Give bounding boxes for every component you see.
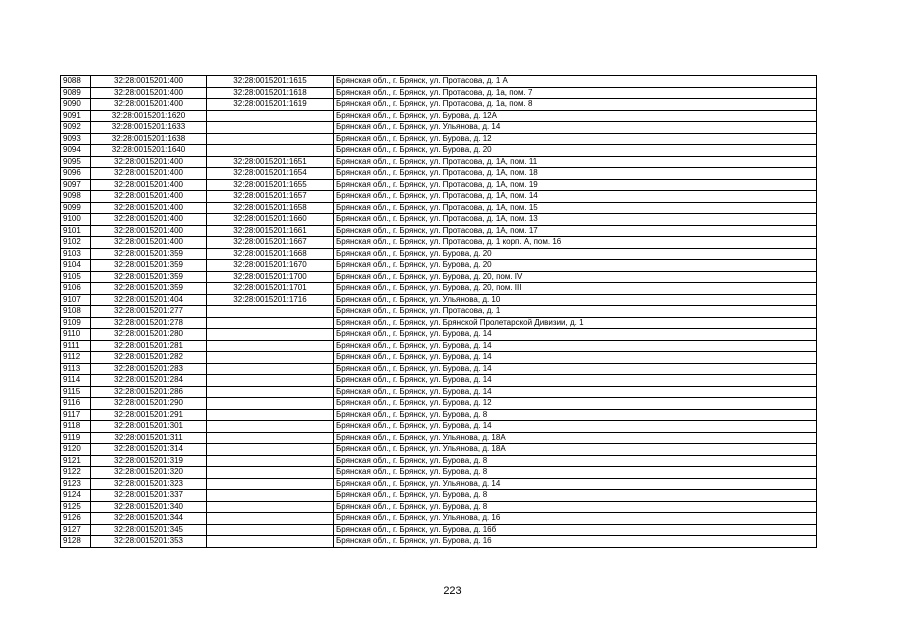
parent-cadastral-number-cell: 32:28:0015201:314 [91, 444, 207, 456]
parent-cadastral-number-cell: 32:28:0015201:282 [91, 352, 207, 364]
table-row [61, 432, 817, 444]
address-cell: Брянская обл., г. Брянск, ул. Бурова, д. 8 [334, 455, 817, 467]
parent-cadastral-number-cell: 32:28:0015201:345 [91, 524, 207, 536]
row-number-cell: 9102 [61, 237, 91, 249]
parent-cadastral-number-cell: 32:28:0015201:290 [91, 398, 207, 410]
cadastral-number-cell [207, 110, 334, 122]
address-cell: Брянская обл., г. Брянск, ул. Бурова, д. 8 [334, 501, 817, 513]
address-cell: Брянская обл., г. Брянск, ул. Бурова, д. 8 [334, 490, 817, 502]
table-row [61, 398, 817, 410]
parent-cadastral-number-cell: 32:28:0015201:359 [91, 260, 207, 272]
table-row [61, 87, 817, 99]
address-cell: Брянская обл., г. Брянск, ул. Протасова, д. 1а, пом. 7 [334, 87, 817, 99]
cadastral-number-cell: 32:28:0015201:1651 [207, 156, 334, 168]
registry-table-body [61, 76, 817, 548]
parent-cadastral-number-cell: 32:28:0015201:337 [91, 490, 207, 502]
row-number-cell: 9118 [61, 421, 91, 433]
table-row [61, 329, 817, 341]
row-number-cell: 9103 [61, 248, 91, 260]
row-number-cell: 9121 [61, 455, 91, 467]
table-row [61, 110, 817, 122]
row-number-cell: 9096 [61, 168, 91, 180]
row-number-cell: 9097 [61, 179, 91, 191]
address-cell: Брянская обл., г. Брянск, ул. Бурова, д. 14 [334, 363, 817, 375]
table-row [61, 444, 817, 456]
parent-cadastral-number-cell: 32:28:0015201:400 [91, 225, 207, 237]
parent-cadastral-number-cell: 32:28:0015201:319 [91, 455, 207, 467]
cadastral-number-cell: 32:28:0015201:1619 [207, 99, 334, 111]
cadastral-number-cell [207, 145, 334, 157]
cadastral-number-cell: 32:28:0015201:1670 [207, 260, 334, 272]
parent-cadastral-number-cell: 32:28:0015201:400 [91, 76, 207, 88]
parent-cadastral-number-cell: 32:28:0015201:286 [91, 386, 207, 398]
cadastral-number-cell [207, 455, 334, 467]
row-number-cell: 9100 [61, 214, 91, 226]
cadastral-number-cell [207, 122, 334, 134]
cadastral-number-cell [207, 501, 334, 513]
table-row [61, 340, 817, 352]
cadastral-number-cell: 32:28:0015201:1657 [207, 191, 334, 203]
table-row [61, 363, 817, 375]
table-row [61, 248, 817, 260]
table-row [61, 76, 817, 88]
row-number-cell: 9115 [61, 386, 91, 398]
cadastral-number-cell [207, 306, 334, 318]
table-row [61, 467, 817, 479]
parent-cadastral-number-cell: 32:28:0015201:1620 [91, 110, 207, 122]
address-cell: Брянская обл., г. Брянск, ул. Ульянова, д. 18А [334, 432, 817, 444]
cadastral-number-cell: 32:28:0015201:1700 [207, 271, 334, 283]
table-row [61, 202, 817, 214]
parent-cadastral-number-cell: 32:28:0015201:359 [91, 248, 207, 260]
cadastral-number-cell: 32:28:0015201:1716 [207, 294, 334, 306]
table-row [61, 524, 817, 536]
cadastral-number-cell: 32:28:0015201:1668 [207, 248, 334, 260]
address-cell: Брянская обл., г. Брянск, ул. Бурова, д. 12А [334, 110, 817, 122]
parent-cadastral-number-cell: 32:28:0015201:344 [91, 513, 207, 525]
row-number-cell: 9127 [61, 524, 91, 536]
address-cell: Брянская обл., г. Брянск, ул. Ульянова, д. 18А [334, 444, 817, 456]
row-number-cell: 9090 [61, 99, 91, 111]
address-cell: Брянская обл., г. Брянск, ул. Ульянова, д. 14 [334, 478, 817, 490]
row-number-cell: 9117 [61, 409, 91, 421]
table-row [61, 501, 817, 513]
row-number-cell: 9110 [61, 329, 91, 341]
parent-cadastral-number-cell: 32:28:0015201:1633 [91, 122, 207, 134]
cadastral-number-cell: 32:28:0015201:1661 [207, 225, 334, 237]
table-row [61, 122, 817, 134]
table-row [61, 455, 817, 467]
parent-cadastral-number-cell: 32:28:0015201:400 [91, 156, 207, 168]
address-cell: Брянская обл., г. Брянск, ул. Бурова, д. 12 [334, 398, 817, 410]
row-number-cell: 9108 [61, 306, 91, 318]
address-cell: Брянская обл., г. Брянск, ул. Бурова, д. 8 [334, 467, 817, 479]
table-row [61, 168, 817, 180]
parent-cadastral-number-cell: 32:28:0015201:1638 [91, 133, 207, 145]
row-number-cell: 9124 [61, 490, 91, 502]
parent-cadastral-number-cell: 32:28:0015201:400 [91, 179, 207, 191]
address-cell: Брянская обл., г. Брянск, ул. Бурова, д. 16 [334, 536, 817, 548]
table-row [61, 478, 817, 490]
row-number-cell: 9089 [61, 87, 91, 99]
cadastral-number-cell: 32:28:0015201:1701 [207, 283, 334, 295]
row-number-cell: 9125 [61, 501, 91, 513]
cadastral-number-cell [207, 490, 334, 502]
parent-cadastral-number-cell: 32:28:0015201:400 [91, 214, 207, 226]
parent-cadastral-number-cell: 32:28:0015201:400 [91, 99, 207, 111]
cadastral-number-cell [207, 513, 334, 525]
cadastral-number-cell [207, 363, 334, 375]
row-number-cell: 9119 [61, 432, 91, 444]
cadastral-number-cell [207, 386, 334, 398]
row-number-cell: 9114 [61, 375, 91, 387]
parent-cadastral-number-cell: 32:28:0015201:284 [91, 375, 207, 387]
address-cell: Брянская обл., г. Брянск, ул. Протасова, д. 1А, пом. 15 [334, 202, 817, 214]
table-row [61, 409, 817, 421]
row-number-cell: 9111 [61, 340, 91, 352]
cadastral-number-cell [207, 536, 334, 548]
parent-cadastral-number-cell: 32:28:0015201:281 [91, 340, 207, 352]
address-cell: Брянская обл., г. Брянск, ул. Бурова, д. 16б [334, 524, 817, 536]
cadastral-number-cell [207, 133, 334, 145]
parent-cadastral-number-cell: 32:28:0015201:280 [91, 329, 207, 341]
row-number-cell: 9122 [61, 467, 91, 479]
cadastral-number-cell [207, 421, 334, 433]
parent-cadastral-number-cell: 32:28:0015201:340 [91, 501, 207, 513]
parent-cadastral-number-cell: 32:28:0015201:291 [91, 409, 207, 421]
parent-cadastral-number-cell: 32:28:0015201:400 [91, 191, 207, 203]
address-cell: Брянская обл., г. Брянск, ул. Бурова, д. 14 [334, 375, 817, 387]
address-cell: Брянская обл., г. Брянск, ул. Протасова, д. 1А, пом. 14 [334, 191, 817, 203]
row-number-cell: 9128 [61, 536, 91, 548]
row-number-cell: 9088 [61, 76, 91, 88]
address-cell: Брянская обл., г. Брянск, ул. Брянской Пролетарской Дивизии, д. 1 [334, 317, 817, 329]
row-number-cell: 9112 [61, 352, 91, 364]
row-number-cell: 9120 [61, 444, 91, 456]
parent-cadastral-number-cell: 32:28:0015201:359 [91, 283, 207, 295]
cadastral-number-cell [207, 524, 334, 536]
parent-cadastral-number-cell: 32:28:0015201:359 [91, 271, 207, 283]
address-cell: Брянская обл., г. Брянск, ул. Протасова, д. 1 корп. А, пом. 16 [334, 237, 817, 249]
address-cell: Брянская обл., г. Брянск, ул. Протасова, д. 1 А [334, 76, 817, 88]
table-row [61, 99, 817, 111]
parent-cadastral-number-cell: 32:28:0015201:283 [91, 363, 207, 375]
cadastral-number-cell [207, 467, 334, 479]
table-row [61, 317, 817, 329]
row-number-cell: 9098 [61, 191, 91, 203]
row-number-cell: 9123 [61, 478, 91, 490]
address-cell: Брянская обл., г. Брянск, ул. Бурова, д. 14 [334, 386, 817, 398]
parent-cadastral-number-cell: 32:28:0015201:400 [91, 202, 207, 214]
address-cell: Брянская обл., г. Брянск, ул. Протасова, д. 1А, пом. 17 [334, 225, 817, 237]
table-row [61, 133, 817, 145]
cadastral-number-cell [207, 444, 334, 456]
table-row [61, 513, 817, 525]
address-cell: Брянская обл., г. Брянск, ул. Бурова, д. 8 [334, 409, 817, 421]
address-cell: Брянская обл., г. Брянск, ул. Бурова, д. 14 [334, 421, 817, 433]
parent-cadastral-number-cell: 32:28:0015201:1640 [91, 145, 207, 157]
parent-cadastral-number-cell: 32:28:0015201:400 [91, 87, 207, 99]
row-number-cell: 9116 [61, 398, 91, 410]
address-cell: Брянская обл., г. Брянск, ул. Бурова, д. 14 [334, 340, 817, 352]
cadastral-number-cell [207, 409, 334, 421]
table-row [61, 271, 817, 283]
row-number-cell: 9104 [61, 260, 91, 272]
cadastral-number-cell: 32:28:0015201:1615 [207, 76, 334, 88]
address-cell: Брянская обл., г. Брянск, ул. Бурова, д. 20 [334, 248, 817, 260]
table-row [61, 156, 817, 168]
cadastral-number-cell [207, 398, 334, 410]
cadastral-number-cell: 32:28:0015201:1654 [207, 168, 334, 180]
table-row [61, 421, 817, 433]
row-number-cell: 9105 [61, 271, 91, 283]
cadastral-number-cell [207, 340, 334, 352]
table-row [61, 260, 817, 272]
table-row [61, 214, 817, 226]
row-number-cell: 9091 [61, 110, 91, 122]
address-cell: Брянская обл., г. Брянск, ул. Бурова, д. 14 [334, 329, 817, 341]
parent-cadastral-number-cell: 32:28:0015201:323 [91, 478, 207, 490]
parent-cadastral-number-cell: 32:28:0015201:301 [91, 421, 207, 433]
cadastral-number-cell [207, 329, 334, 341]
parent-cadastral-number-cell: 32:28:0015201:353 [91, 536, 207, 548]
registry-table [60, 75, 817, 548]
address-cell: Брянская обл., г. Брянск, ул. Протасова, д. 1 [334, 306, 817, 318]
address-cell: Брянская обл., г. Брянск, ул. Протасова, д. 1А, пом. 19 [334, 179, 817, 191]
table-row [61, 237, 817, 249]
address-cell: Брянская обл., г. Брянск, ул. Ульянова, д. 16 [334, 513, 817, 525]
cadastral-number-cell [207, 375, 334, 387]
row-number-cell: 9106 [61, 283, 91, 295]
cadastral-number-cell: 32:28:0015201:1655 [207, 179, 334, 191]
row-number-cell: 9099 [61, 202, 91, 214]
table-row [61, 179, 817, 191]
table-row [61, 386, 817, 398]
table-row [61, 375, 817, 387]
row-number-cell: 9109 [61, 317, 91, 329]
table-row [61, 191, 817, 203]
address-cell: Брянская обл., г. Брянск, ул. Бурова, д. 14 [334, 352, 817, 364]
parent-cadastral-number-cell: 32:28:0015201:400 [91, 237, 207, 249]
table-row [61, 352, 817, 364]
address-cell: Брянская обл., г. Брянск, ул. Протасова, д. 1А, пом. 11 [334, 156, 817, 168]
table-row [61, 306, 817, 318]
page-number: 223 [443, 585, 462, 597]
parent-cadastral-number-cell: 32:28:0015201:404 [91, 294, 207, 306]
parent-cadastral-number-cell: 32:28:0015201:311 [91, 432, 207, 444]
parent-cadastral-number-cell: 32:28:0015201:278 [91, 317, 207, 329]
address-cell: Брянская обл., г. Брянск, ул. Бурова, д. 20, пом. III [334, 283, 817, 295]
address-cell: Брянская обл., г. Брянск, ул. Ульянова, д. 10 [334, 294, 817, 306]
table-row [61, 145, 817, 157]
parent-cadastral-number-cell: 32:28:0015201:320 [91, 467, 207, 479]
cadastral-number-cell: 32:28:0015201:1667 [207, 237, 334, 249]
address-cell: Брянская обл., г. Брянск, ул. Бурова, д. 12 [334, 133, 817, 145]
address-cell: Брянская обл., г. Брянск, ул. Бурова, д. 20 [334, 145, 817, 157]
row-number-cell: 9094 [61, 145, 91, 157]
row-number-cell: 9113 [61, 363, 91, 375]
address-cell: Брянская обл., г. Брянск, ул. Бурова, д. 20, пом. IV [334, 271, 817, 283]
row-number-cell: 9107 [61, 294, 91, 306]
address-cell: Брянская обл., г. Брянск, ул. Протасова, д. 1А, пом. 18 [334, 168, 817, 180]
row-number-cell: 9126 [61, 513, 91, 525]
parent-cadastral-number-cell: 32:28:0015201:400 [91, 168, 207, 180]
cadastral-number-cell: 32:28:0015201:1658 [207, 202, 334, 214]
row-number-cell: 9092 [61, 122, 91, 134]
cadastral-number-cell [207, 352, 334, 364]
parent-cadastral-number-cell: 32:28:0015201:277 [91, 306, 207, 318]
cadastral-number-cell [207, 478, 334, 490]
cadastral-number-cell: 32:28:0015201:1660 [207, 214, 334, 226]
table-row [61, 225, 817, 237]
row-number-cell: 9095 [61, 156, 91, 168]
address-cell: Брянская обл., г. Брянск, ул. Ульянова, д. 14 [334, 122, 817, 134]
cadastral-number-cell [207, 317, 334, 329]
table-row [61, 283, 817, 295]
table-row [61, 536, 817, 548]
address-cell: Брянская обл., г. Брянск, ул. Бурова, д. 20 [334, 260, 817, 272]
row-number-cell: 9093 [61, 133, 91, 145]
cadastral-number-cell: 32:28:0015201:1618 [207, 87, 334, 99]
table-row [61, 294, 817, 306]
cadastral-number-cell [207, 432, 334, 444]
table-row [61, 490, 817, 502]
address-cell: Брянская обл., г. Брянск, ул. Протасова, д. 1а, пом. 8 [334, 99, 817, 111]
address-cell: Брянская обл., г. Брянск, ул. Протасова, д. 1А, пом. 13 [334, 214, 817, 226]
row-number-cell: 9101 [61, 225, 91, 237]
